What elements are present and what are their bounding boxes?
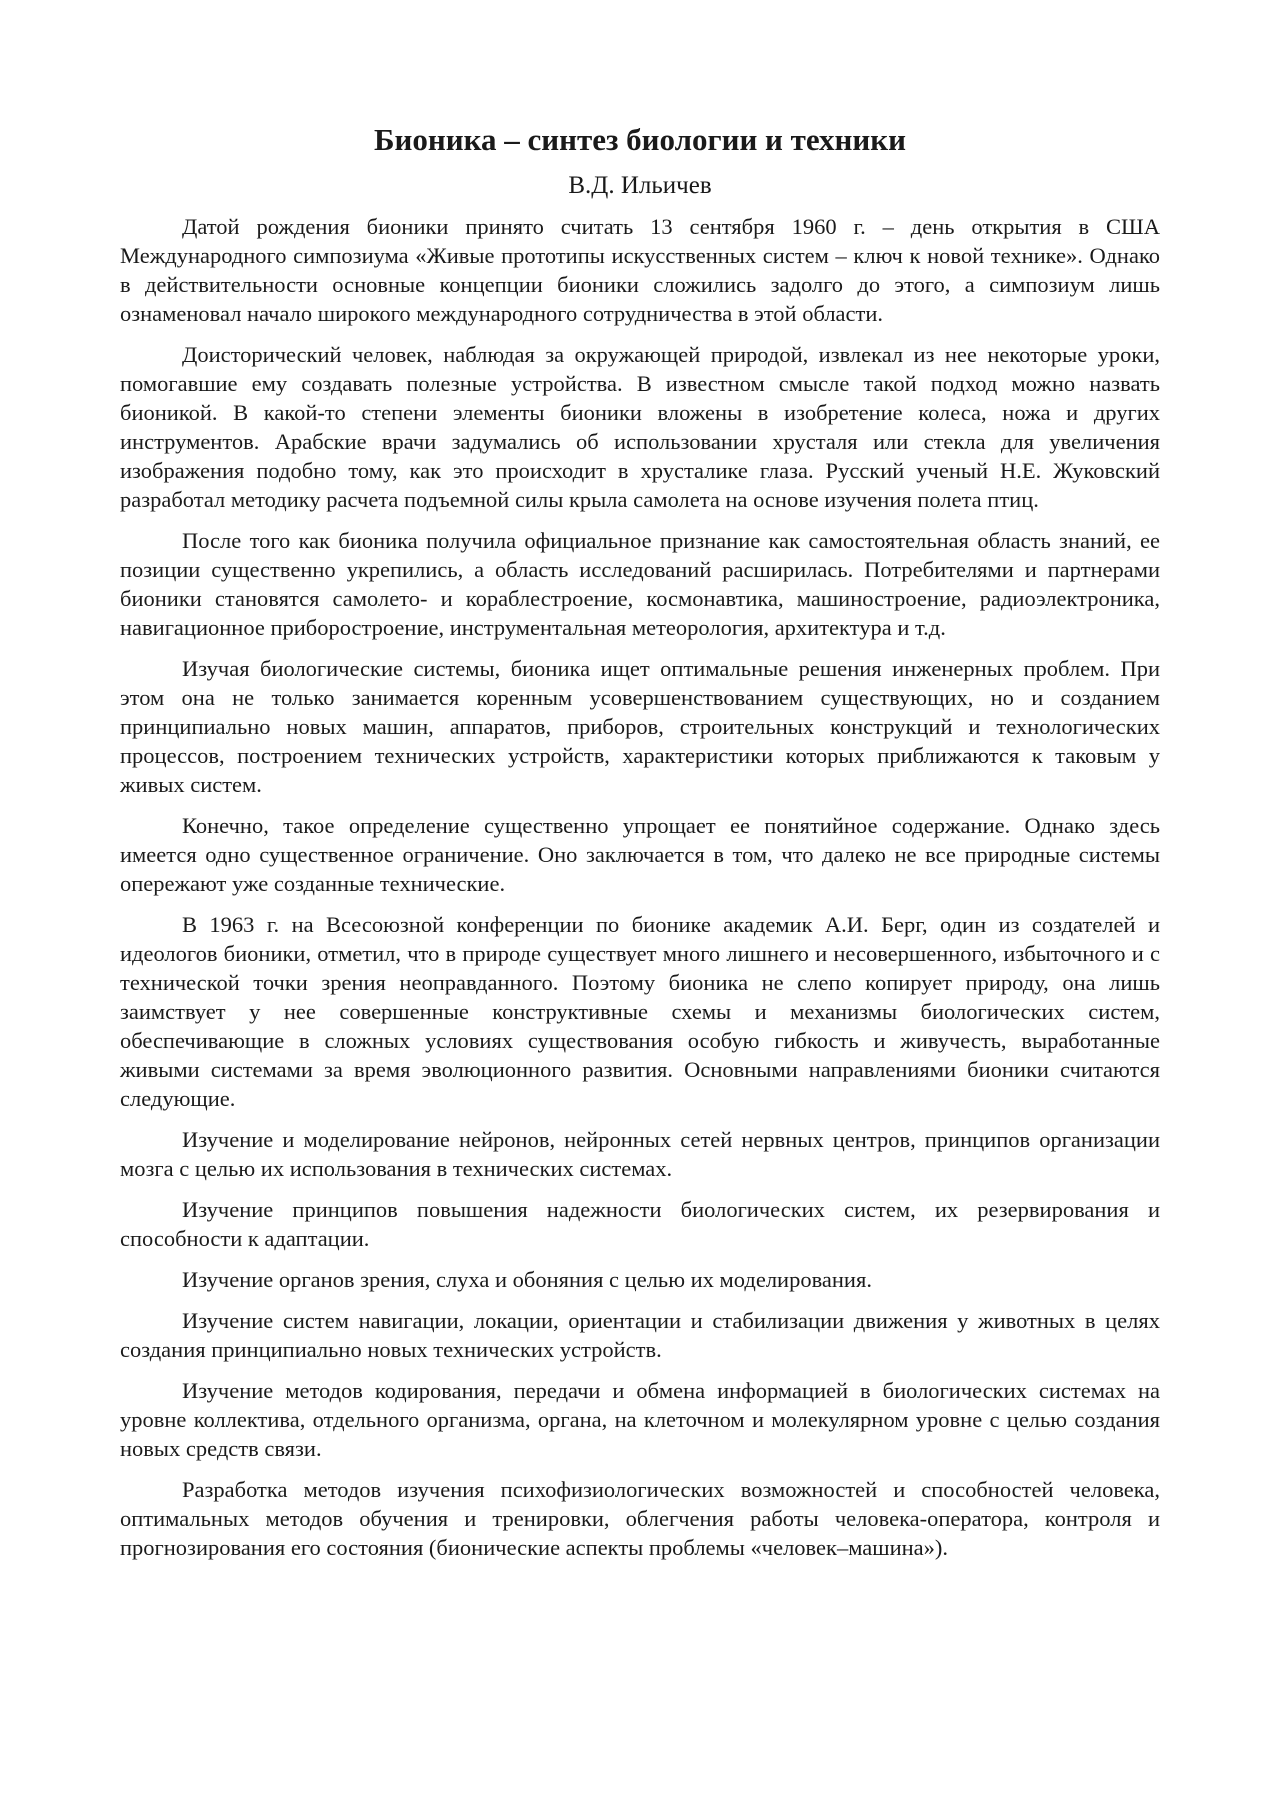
paragraph: Изучение принципов повышения надежности биологических систем, их резервирования и способности к адаптации. [120, 1197, 1160, 1251]
paragraph: Изучение органов зрения, слуха и обоняния с целью их моделирования. [182, 1267, 872, 1292]
document-page [120, 120, 1160, 1574]
paragraph: Изучение методов кодирования, передачи и обмена информацией в биологических системах на уровне коллектива, отдельного организма, органа, на клеточном и молекулярном уровне с целью создания новых средств связи. [120, 1378, 1160, 1461]
document-title: Бионика – синтез биологии и техники [374, 122, 906, 157]
paragraph: После того как бионика получила официальное признание как самостоятельная область знаний, ее позиции существенно укрепились, а область исследований расширилась. Потребителями и партнерами бионики становятся самолето- и кораблестроение, космонавтика, машиностроение, радиоэлектроника, навигационное приборостроение, инструментальная метеорология, архитектура и т.д. [120, 528, 1160, 640]
document-author: В.Д. Ильичев [568, 172, 712, 199]
paragraph: Конечно, такое определение существенно упрощает ее понятийное содержание. Однако здесь имеется одно существенное ограничение. Оно заключается в том, что далеко не все природные системы опережают уже созданные технические. [120, 813, 1160, 896]
paragraph: Изучение систем навигации, локации, ориентации и стабилизации движения у животных в целях создания принципиально новых технических устройств. [120, 1308, 1160, 1362]
paragraph: В 1963 г. на Всесоюзной конференции по бионике академик А.И. Берг, один из создателей и идеологов бионики, отметил, что в природе существует много лишнего и несовершенного, избыточного и с технической точки зрения неоправданного. Поэтому бионика не слепо копирует природу, она лишь заимствует у нее совершенные конструктивные схемы и механизмы биологических систем, обеспечивающие в сложных условиях существования особую гибкость и живучесть, выработанные живыми системами за время эволюционного развития. Основными направлениями бионики считаются следующие. [120, 912, 1160, 1111]
paragraph: Разработка методов изучения психофизиологических возможностей и способностей человека, оптимальных методов обучения и тренировки, облегчения работы человека-оператора, контроля и прогнозирования его состояния (бионические аспекты проблемы «человек–машина»). [120, 1477, 1160, 1560]
paragraph: Изучение и моделирование нейронов, нейронных сетей нервных центров, принципов организации мозга с целью их использования в технических системах. [120, 1127, 1160, 1181]
paragraph: Доисторический человек, наблюдая за окружающей природой, извлекал из нее некоторые уроки, помогавшие ему создавать полезные устройства. В известном смысле такой подход можно назвать бионикой. В какой-то степени элементы бионики вложены в изобретение колеса, ножа и других инструментов. Арабские врачи задумались об использовании хрусталя или стекла для увеличения изображения подобно тому, как это происходит в хрусталике глаза. Русский ученый Н.Е. Жуковский разработал методику расчета подъемной силы крыла самолета на основе изучения полета птиц. [120, 342, 1160, 512]
paragraph: Изучая биологические системы, бионика ищет оптимальные решения инженерных проблем. При этом она не только занимается коренным усовершенствованием существующих, но и созданием принципиально новых машин, аппаратов, приборов, строительных конструкций и технологических процессов, построением технических устройств, характеристики которых приближаются к таковым у живых систем. [120, 656, 1160, 797]
paragraph: Датой рождения бионики принято считать 13 сентября 1960 г. – день открытия в США Международного симпозиума «Живые прототипы искусственных систем – ключ к новой технике». Однако в действительности основные концепции бионики сложились задолго до этого, а симпозиум лишь ознаменовал начало широкого международного сотрудничества в этой области. [120, 214, 1160, 326]
